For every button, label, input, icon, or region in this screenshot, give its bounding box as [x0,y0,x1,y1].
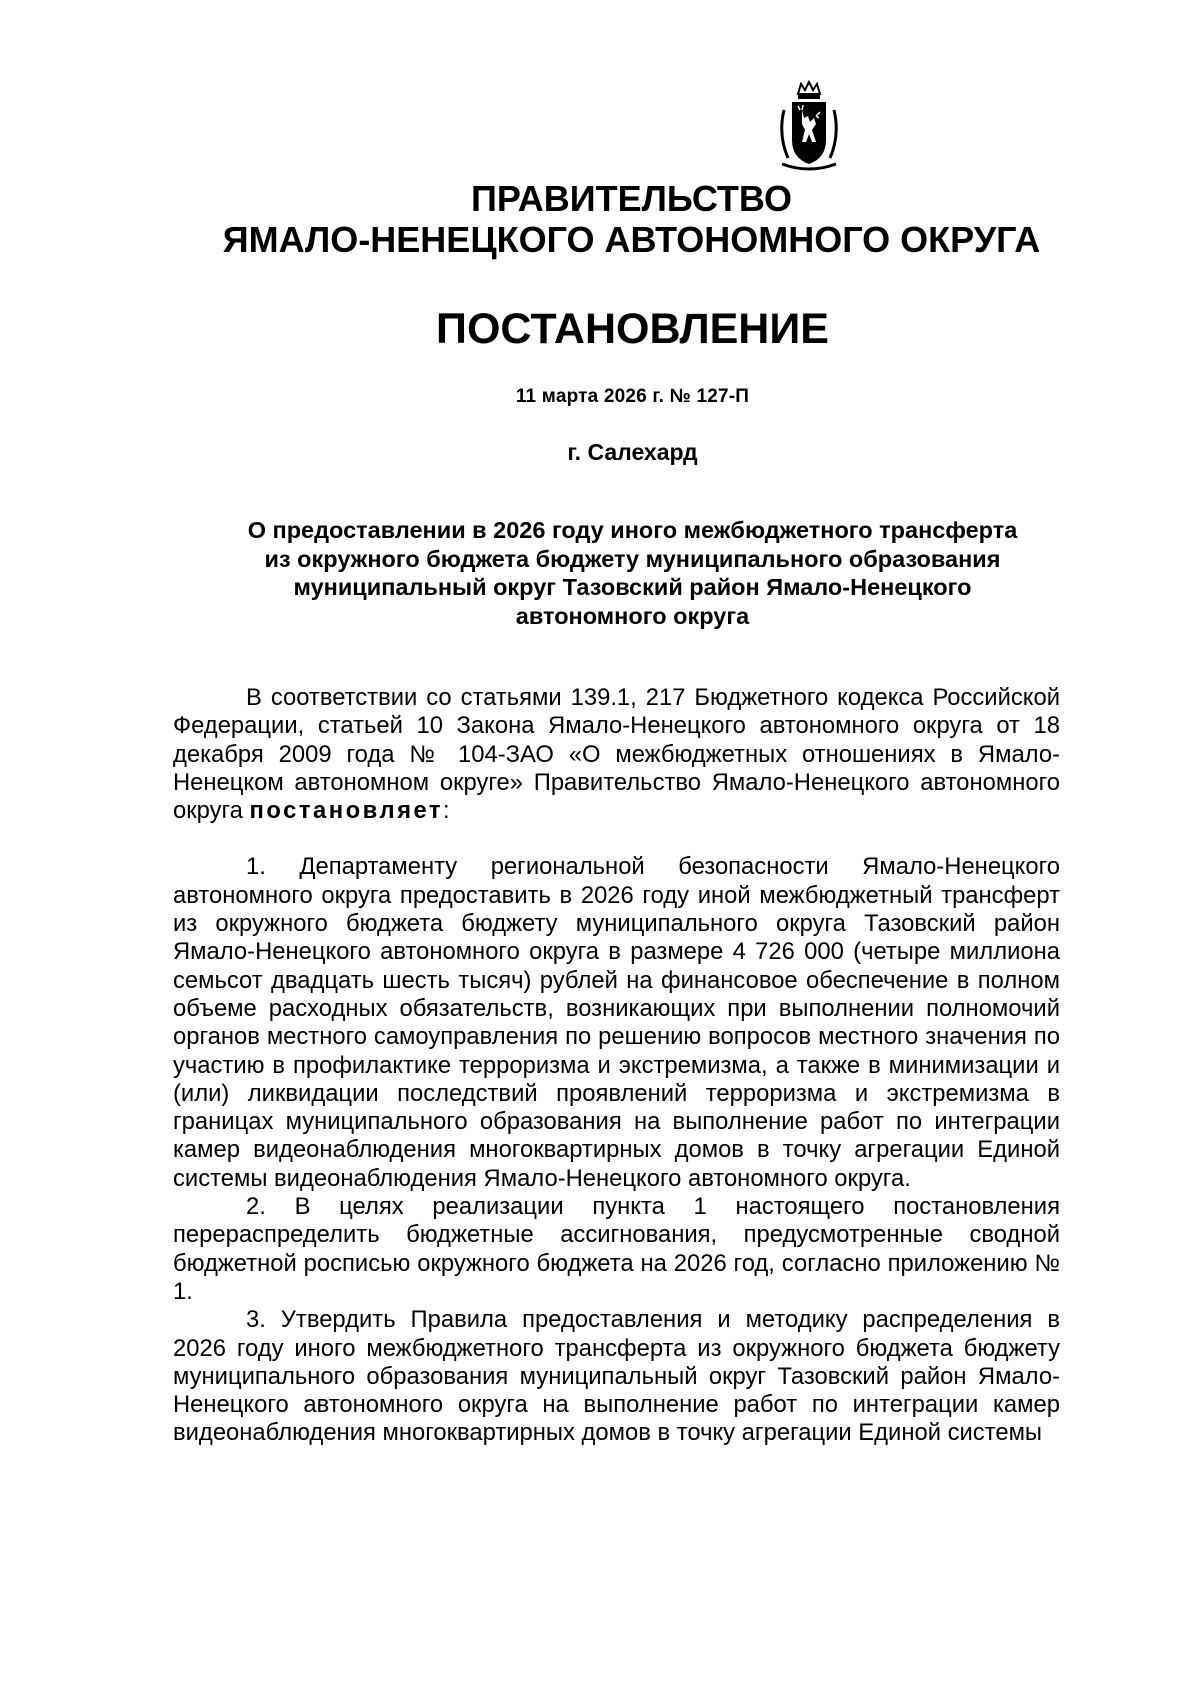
date-and-number: 11 марта 2026 г. № 127-П [515,386,750,407]
document-title [205,516,1060,630]
preamble-verb: постановляет [249,797,444,825]
title-line-2: из окружного бюджета бюджету муниципального образования [264,545,1001,572]
coat-of-arms-emblem [774,80,844,172]
title-line-1: О предоставлении в 2026 году иного межбюджетного трансферта [247,517,1018,543]
preamble-text: В соответствии со статьями 139.1, 217 Бюджетного кодекса Российской Федерации, статьей 10 Закона Ямало-Ненецкого автономного округа от 18 декабря 2009 года № 104-ЗАО «О межбюджетных отношениях в Ямало-Ненецком автономном округе» Правительство Ямало-Ненецкого автономного округа [173,684,1060,825]
document-type: ПОСТАНОВЛЕНИЕ [436,305,829,353]
clause-2: 2. В целях реализации пункта 1 настоящего постановления перераспределить бюджетные ассигнования, предусмотренные сводной бюджетной росписью окружного бюджета на 2026 год, согласно приложению № 1. [173,1193,1060,1305]
document-body [173,684,1060,1448]
title-line-4: автономного округа [515,602,750,629]
org-line-2: ЯМАЛО-НЕНЕЦКОГО АВТОНОМНОГО ОКРУГА [222,219,1041,260]
clause-1: 1. Департаменту региональной безопасности Ямало-Ненецкого автономного округа предоставить в 2026 году иной межбюджетный трансферт из окружного бюджета бюджету муниципального округа Тазовский район Ямало-Ненецкого автономного округа в размере 4 726 000 (четыре миллиона семьсот двадцать шесть тысяч) рублей на финансовое обеспечение в полном объеме расходных обязательств, возникающих при выполнении полномочий органов местного самоуправления по решению вопросов местного значения по участию в профилактике терроризма и экстремизма, а также в минимизации и (или) ликвидации последствий проявлений терроризма и экстремизма в границах муниципального образования на выполнение работ по интеграции камер видеонаблюдения многоквартирных домов в точку агрегации Единой системы видеонаблюдения Ямало-Ненецкого автономного округа. [173,853,1060,1192]
preamble-paragraph [173,684,1060,825]
city: г. Салехард [567,439,698,465]
org-line-1: ПРАВИТЕЛЬСТВО [470,178,793,219]
title-line-3: муниципальный округ Тазовский район Ямало-Ненецкого [293,574,972,600]
preamble-colon: : [443,797,450,825]
organization-name [203,178,1060,260]
clause-3: 3. Утвердить Правила предоставления и методику распределения в 2026 году иного межбюджетного трансферта из окружного бюджета бюджету муниципального образования муниципальный округ Тазовский район Ямало-Ненецкого автономного округа на выполнение работ по интеграции камер видеонаблюдения многоквартирных домов в точку агрегации Единой системы [173,1306,1060,1447]
